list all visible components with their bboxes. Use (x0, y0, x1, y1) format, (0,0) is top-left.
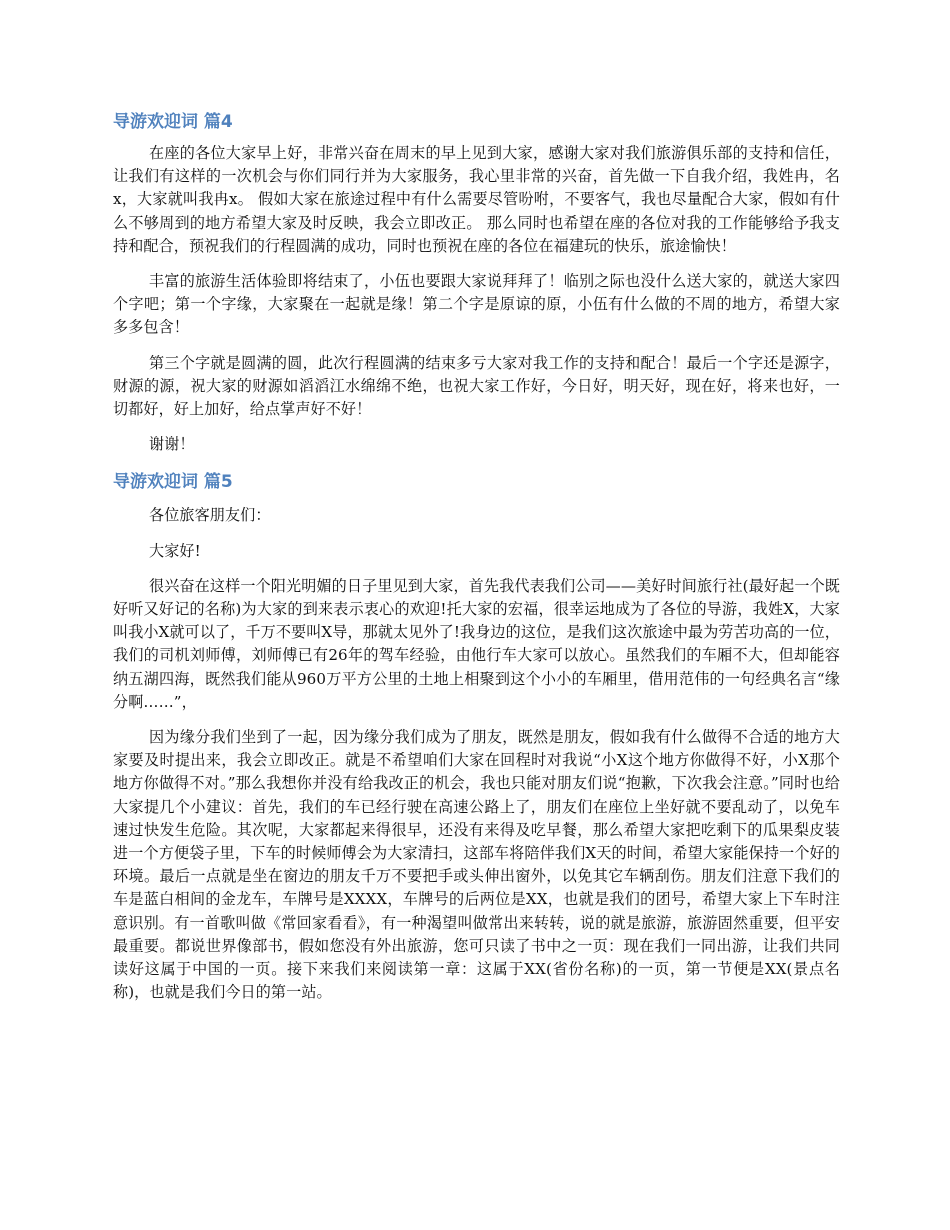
paragraph: 谢谢！ (149, 435, 195, 454)
document-page (113, 108, 840, 1005)
section-welcome-speech-5 (113, 468, 840, 1004)
paragraph: 很兴奋在这样一个阳光明媚的日子里见到大家，首先我代表我们公司——美好时间旅行社(最好起一个既好听又好记的名称)为大家的到来表示衷心的欢迎!托大家的宏福，很幸运地成为了各位的导游，我姓X，大家叫我小X就可以了，千万不要叫X导，那就太见外了!我身边的这位，是我们这次旅途中最为劳苦功高的一位，我们的司机刘师傅，刘师傅已有26年的驾车经验，由他行车大家可以放心。虽然我们的车厢不大，但却能容纳五湖四海，既然我们能从960万平方公里的土地上相聚到这个小小的车厢里，借用范伟的一句经典名言“缘分啊……”， (113, 576, 840, 711)
paragraph: 因为缘分我们坐到了一起，因为缘分我们成为了朋友，既然是朋友，假如我有什么做得不合适的地方大家要及时提出来，我会立即改正。就是不希望咱们大家在回程时对我说“小X这个地方你做得不好，小X那个地方你做得不对。”那么我想你并没有给我改正的机会，我也只能对朋友们说“抱歉，下次我会注意。”同时也给大家提几个小建议：首先，我们的车已经行驶在高速公路上了，朋友们在座位上坐好就不要乱动了，以免车速过快发生危险。其次呢，大家都起来得很早，还没有来得及吃早餐，那么希望大家把吃剩下的瓜果梨皮装进一个方便袋子里，下车的时候师傅会为大家清扫，这部车将陪伴我们X天的时间，希望大家能保持一个好的环境。最后一点就是坐在窗边的朋友千万不要把手或头伸出窗外，以免其它车辆刮伤。朋友们注意下我们的车是蓝白相间的金龙车，车牌号是XXXX，车牌号的后两位是XX，也就是我们的团号，希望大家上下车时注意识别。有一首歌叫做《常回家看看》，有一种渴望叫做常出来转转，说的就是旅游，旅游固然重要，但平安最重要。都说世界像部书，假如您没有外出旅游，您可只读了书中之一页：现在我们一同出游，让我们共同读好这属于中国的一页。接下来我们来阅读第一章：这属于XX(省份名称)的一页，第一节便是XX(景点名称)，也就是我们今日的第一站。 (113, 728, 840, 1002)
paragraph: 各位旅客朋友们： (149, 506, 271, 525)
section-heading: 导游欢迎词 篇4 (113, 112, 233, 132)
paragraph: 在座的各位大家早上好，非常兴奋在周末的早上见到大家，感谢大家对我们旅游俱乐部的支持和信任，让我们有这样的一次机会与你们同行并为大家服务，我心里非常的兴奋，首先做一下自我介绍，我姓冉，名x，大家就叫我冉x。 假如大家在旅途过程中有什么需要尽管吩咐，不要客气，我也尽量配合大家，假如有什么不够周到的地方希望大家及时反映，我会立即改正。 那么同时也希望在座的各位对我的工作能够给予我支持和配合，预祝我们的行程圆满的成功，同时也预祝在座的各位在福建玩的快乐，旅途愉快！ (113, 144, 840, 255)
section-welcome-speech-4 (113, 108, 840, 456)
paragraph: 丰富的旅游生活体验即将结束了，小伍也要跟大家说拜拜了！临别之际也没什么送大家的，就送大家四个字吧；第一个字缘，大家聚在一起就是缘！第二个字是原谅的原，小伍有什么做的不周的地方，希望大家多多包含！ (113, 272, 840, 337)
paragraph: 第三个字就是圆满的圆，此次行程圆满的结束多亏大家对我工作的支持和配合！最后一个字还是源字，财源的源，祝大家的财源如滔滔江水绵绵不绝，也祝大家工作好，今日好，明天好，现在好，将来也好，一切都好，好上加好，给点掌声好不好！ (113, 353, 840, 419)
paragraph: 大家好! (149, 541, 201, 560)
section-heading: 导游欢迎词 篇5 (113, 472, 233, 493)
